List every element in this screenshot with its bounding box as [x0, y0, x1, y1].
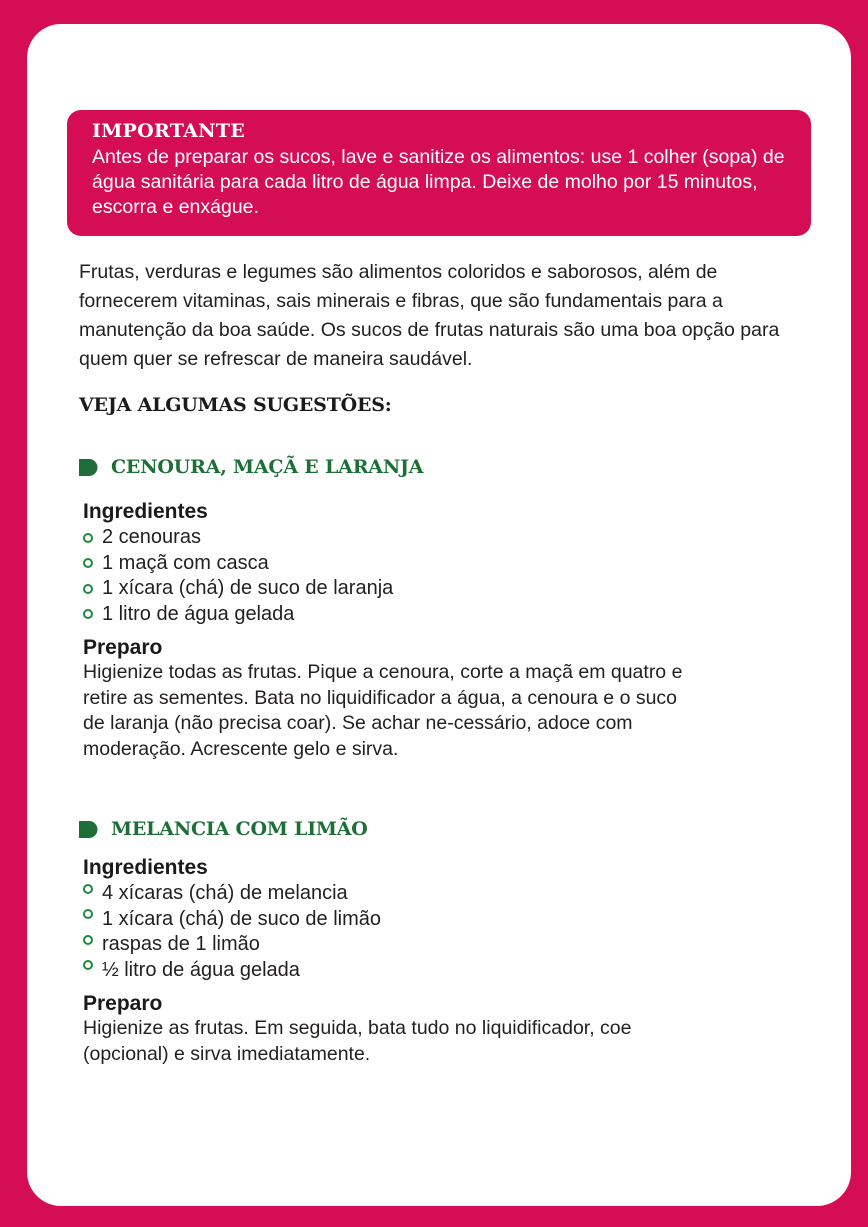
- prep-label: Preparo: [83, 992, 163, 1015]
- list-item: [83, 958, 381, 984]
- ingredients-list: [83, 881, 381, 983]
- prep-text: Higienize as frutas. Em seguida, bata tudo no liquidificador, coe (opcional) e sirva imediatamente.: [83, 1017, 632, 1065]
- circle-bullet-icon: [83, 584, 93, 594]
- document-page: [27, 24, 851, 1206]
- circle-bullet-icon: [83, 558, 93, 568]
- ingredient-text: raspas de 1 limão: [102, 933, 260, 956]
- ingredients-list: [83, 525, 393, 627]
- circle-bullet-icon: [83, 909, 93, 919]
- intro-paragraph: Frutas, verduras e legumes são alimentos coloridos e saborosos, além de fornecerem vitaminas, sais minerais e fibras, que são fundamentais para a manutenção da boa saúde. Os sucos de frutas naturais são uma boa opção para quem quer se refrescar de maneira saudável.: [79, 261, 780, 370]
- list-item: [83, 932, 381, 958]
- bullet-marker-icon: [79, 459, 98, 476]
- notice-title: IMPORTANTE: [92, 120, 246, 142]
- ingredient-text: ½ litro de água gelada: [102, 958, 300, 981]
- recipe-title-text: CENOURA, MAÇÃ E LARANJA: [111, 456, 424, 478]
- notice-text: Antes de preparar os sucos, lave e sanitize os alimentos: use 1 colher (sopa) de água sanitária para cada litro de água limpa. Deixe de molho por 15 minutos, escorra e enxágue.: [92, 146, 785, 218]
- prep-label: Preparo: [83, 636, 163, 659]
- list-item: [83, 907, 381, 933]
- ingredient-text: 1 xícara (chá) de suco de limão: [102, 907, 382, 930]
- circle-bullet-icon: [83, 884, 93, 894]
- recipe-title-text: MELANCIA COM LIMÃO: [111, 818, 368, 840]
- circle-bullet-icon: [83, 533, 93, 543]
- circle-bullet-icon: [83, 960, 93, 970]
- suggestions-heading: VEJA ALGUMAS SUGESTÕES:: [79, 394, 392, 416]
- ingredient-text: 1 xícara (chá) de suco de laranja: [102, 577, 394, 600]
- ingredients-label: Ingredientes: [83, 500, 208, 523]
- list-item: [83, 881, 381, 907]
- ingredient-text: 1 maçã com casca: [102, 551, 269, 574]
- list-item: [83, 551, 393, 577]
- circle-bullet-icon: [83, 609, 93, 619]
- list-item: [83, 576, 393, 602]
- ingredient-text: 4 xícaras (chá) de melancia: [102, 882, 348, 905]
- circle-bullet-icon: [83, 935, 93, 945]
- list-item: [83, 602, 393, 628]
- list-item: [83, 525, 393, 551]
- recipe-title-melancia: [79, 818, 368, 840]
- important-notice: [67, 110, 811, 236]
- prep-text: Higienize todas as frutas. Pique a cenoura, corte a maçã em quatro e retire as sementes. Bata no liquidificador a água, a cenoura e o suco de laranja (não precisa coar). Se achar ne-cessário, adoce com moderação. Acrescente gelo e sirva.: [83, 661, 683, 760]
- ingredients-label: Ingredientes: [83, 856, 208, 879]
- ingredient-text: 2 cenouras: [102, 526, 201, 549]
- ingredient-text: 1 litro de água gelada: [102, 602, 295, 625]
- bullet-marker-icon: [79, 821, 98, 838]
- recipe-title-cenoura: [79, 456, 423, 478]
